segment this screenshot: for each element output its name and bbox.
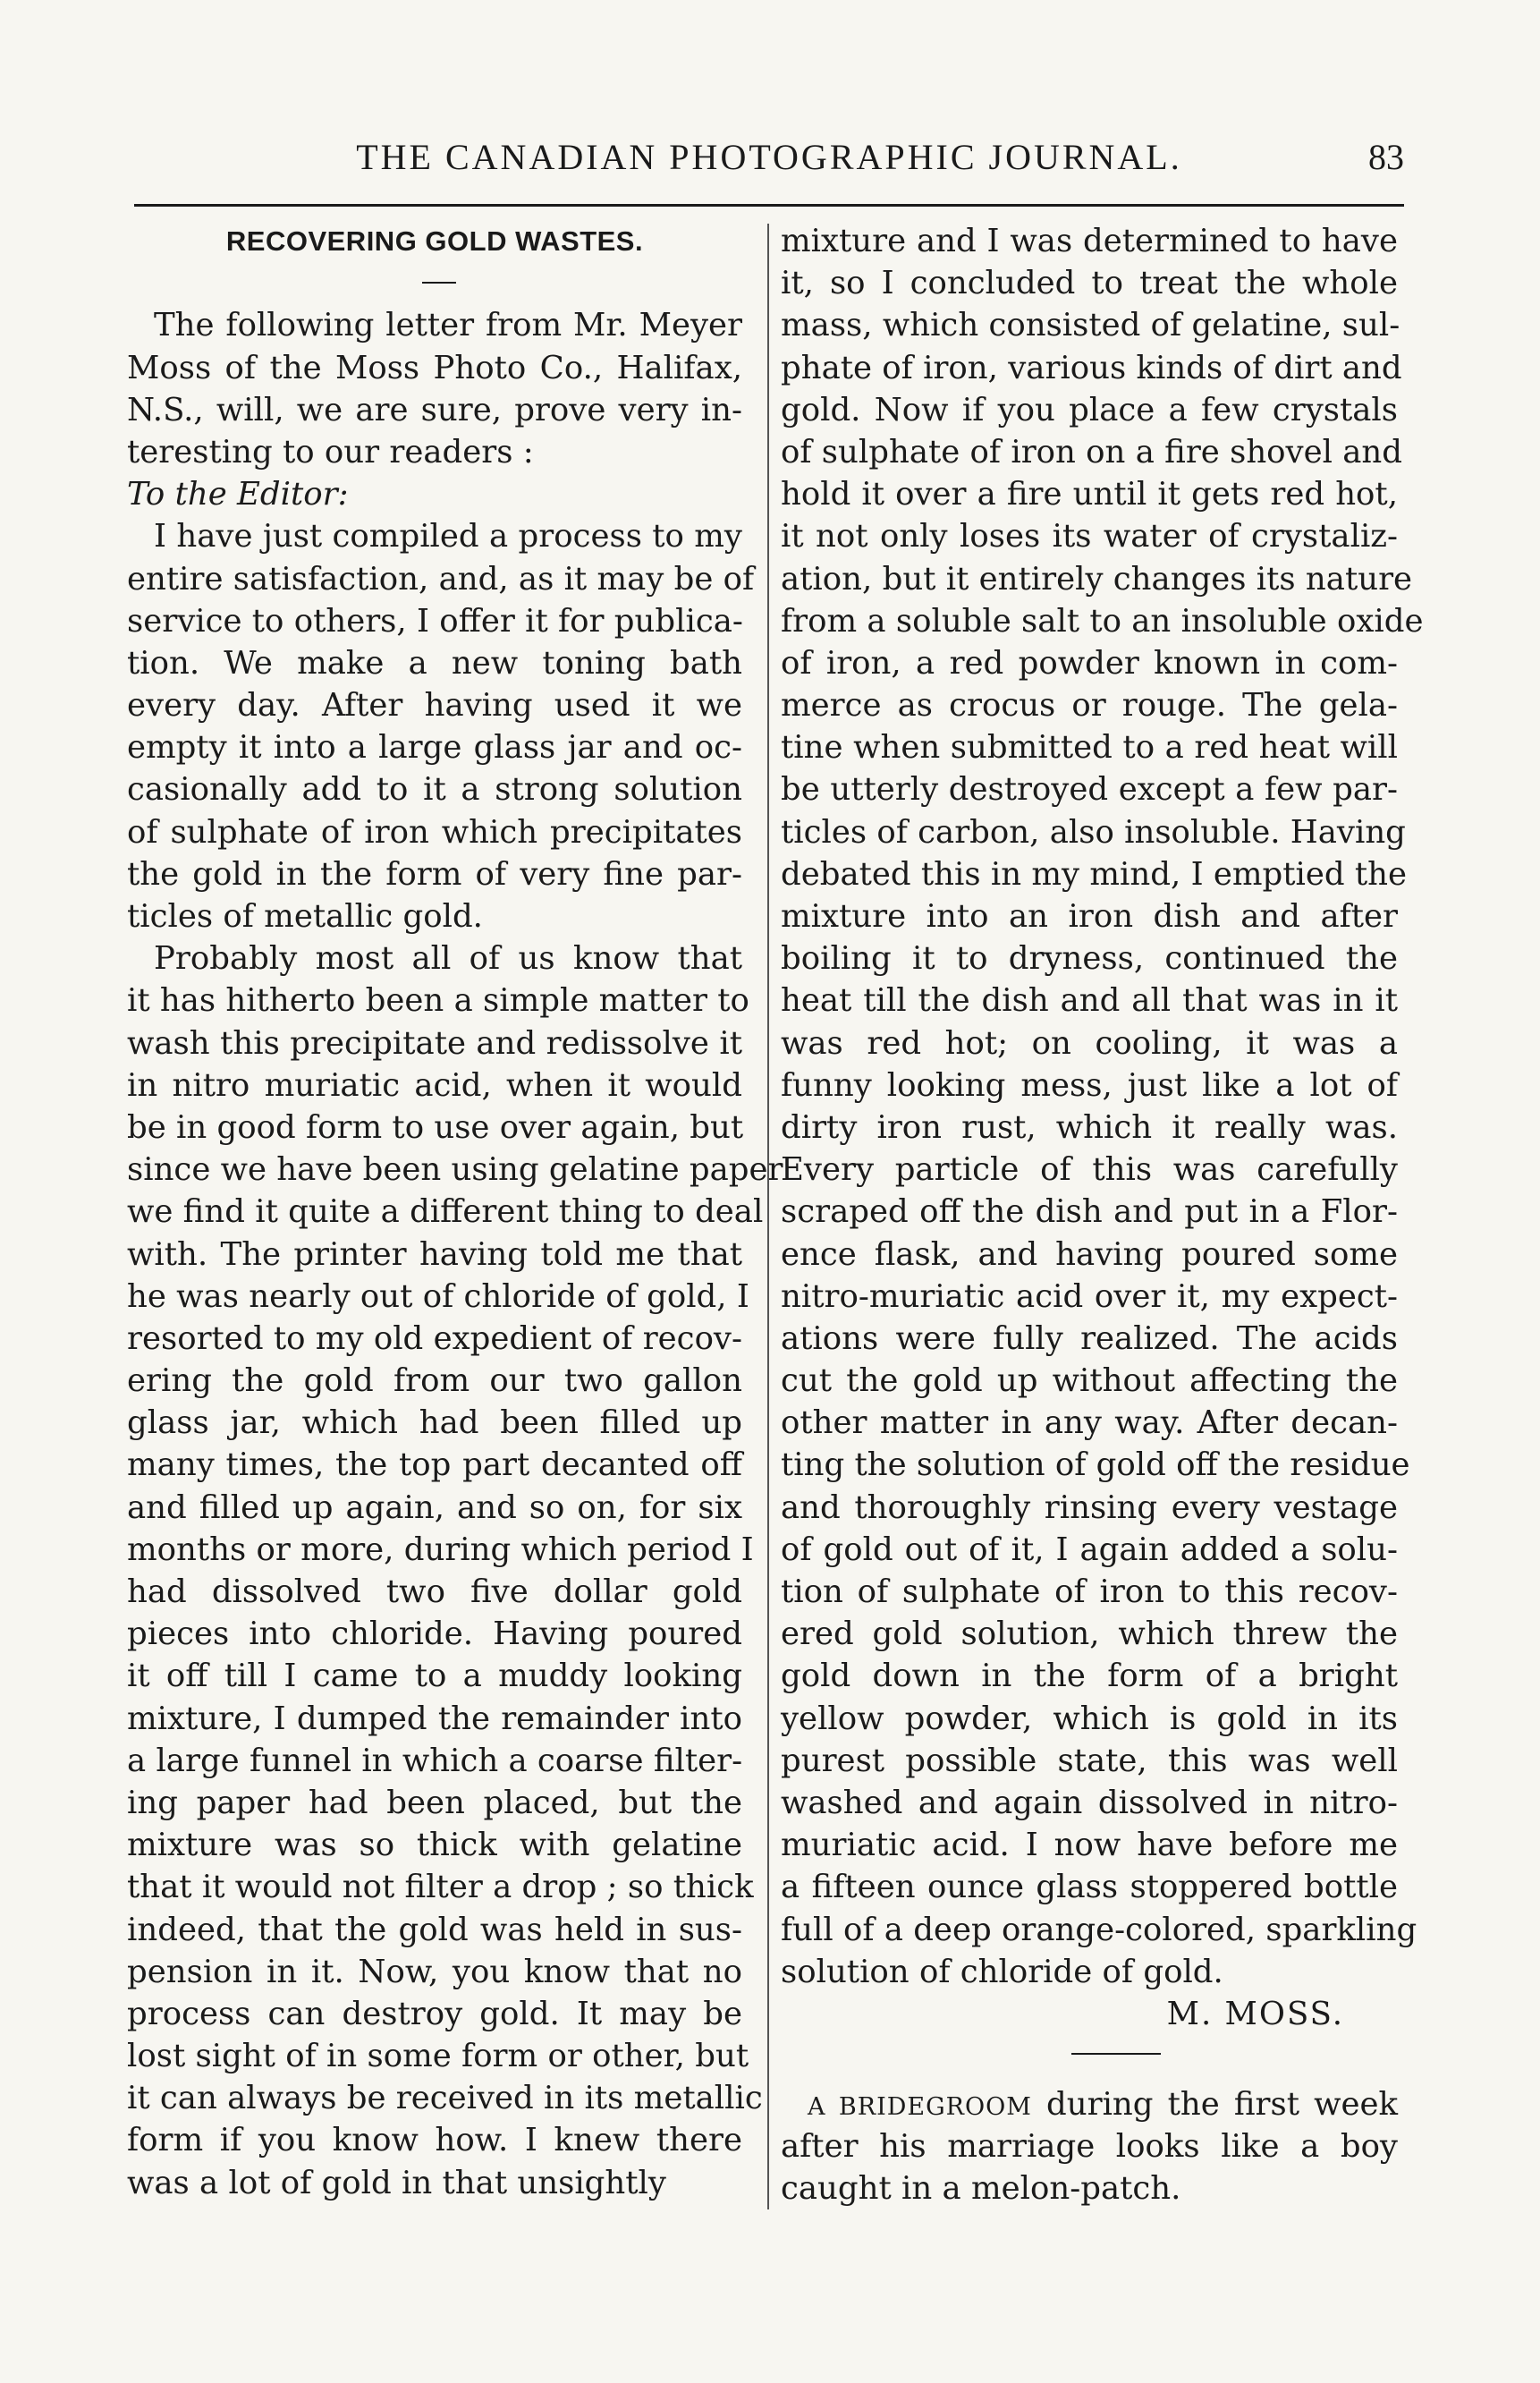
heading-dash [127,262,742,304]
text-line: after his marriage looks like a boy [781,2128,1398,2166]
text-line: washed and again dissolved in nitro- [781,1784,1398,1821]
text-line: a large funnel in which a coarse filter- [127,1742,743,1779]
text-line: many times, the top part decanted off [127,1446,742,1484]
text-line: ations were fully realized. The acids [781,1319,1398,1357]
text-line: mixture, I dumped the remainder into [127,1700,742,1737]
text-line: tion of sulphate of iron to this recov- [781,1573,1398,1610]
text-line: Every particle of this was carefully [781,1151,1398,1189]
text-line: gold. Now if you place a few crystals [781,391,1398,428]
text-line: scraped off the dish and put in a Flor- [781,1193,1398,1231]
text-line: a fifteen ounce glass stoppered bottle [781,1869,1398,1906]
text-line: pieces into chloride. Having poured [127,1616,742,1653]
text-line: Probably most all of us know that [154,940,742,978]
text-line: every day. After having used it we [127,687,742,725]
text-line: mixture and I was determined to have [781,223,1398,259]
text-line: mass, which consisted of gelatine, sul- [781,307,1400,344]
text-line: boiling it to dryness, continued the [781,940,1398,978]
text-line: I have just compiled a process to my [154,518,742,555]
text-line: full of a deep orange-colored, sparkling [781,1911,1417,1948]
text-line: dirty iron rust, which it really was. [781,1108,1398,1146]
text-line: since we have been using gelatine paper [127,1151,783,1189]
text-line: teresting to our readers : [127,433,534,471]
text-line: of sulphate of iron which precipitates [127,813,742,851]
text-line: process can destroy gold. It may be [127,1995,742,2032]
text-line: with. The printer having told me that [127,1235,742,1273]
text-line: casionally add to it a strong solution [127,771,742,809]
text-line: from a soluble salt to an insoluble oxide [781,602,1424,640]
text-line: the gold in the form of very fine par- [127,855,742,893]
filler-lead-word: A BRIDEGROOM [808,2093,1032,2122]
filler-text: during the first week [1031,2086,1398,2124]
text-line: pension in it. Now, you know that no [127,1953,742,1990]
text-line: be utterly destroyed except a few par- [781,771,1398,809]
text-line: ered gold solution, which threw the [781,1616,1398,1653]
page-header [134,132,1404,186]
right-column [781,220,1424,2210]
text-line: it, so I concluded to treat the whole [781,265,1398,302]
text-line: ation, but it entirely changes its nature [781,560,1413,598]
text-line: was red hot; on cooling, it was a [781,1024,1398,1062]
text-line: it not only loses its water of crystaliz- [781,518,1398,555]
text-line: N.S., will, we are sure, prove very in- [127,391,742,428]
text-line: mixture into an iron dish and after [781,898,1398,935]
text-line: glass jar, which had been filled up [127,1404,742,1442]
text-line: funny looking mess, just like a lot of [781,1066,1398,1104]
text-line: heat till the dish and all that was in it [781,982,1398,1020]
text-line: be in good form to use over again, but [127,1108,744,1146]
article-heading: RECOVERING GOLD WASTES. [225,225,644,257]
text-line: gold down in the form of a bright [781,1658,1398,1695]
text-line: months or more, during which period I [127,1531,754,1568]
text-line: Moss of the Moss Photo Co., Halifax, [127,349,742,386]
text-line: indeed, that the gold was held in sus- [127,1911,742,1948]
text-line: ering the gold from our two gallon [127,1362,742,1400]
text-line: ting the solution of gold off the residue [781,1446,1410,1484]
text-line: solution of chloride of gold. [781,1953,1223,1990]
text-line: phate of iron, various kinds of dirt and [781,349,1402,386]
text-line: mixture was so thick with gelatine [127,1827,742,1864]
text-line: merce as crocus or rouge. The gela- [781,687,1398,725]
text-line: muriatic acid. I now have before me [781,1827,1398,1864]
text-line: wash this precipitate and redissolve it [127,1024,742,1062]
text-line: yellow powder, which is gold in its [781,1700,1398,1737]
text-line: entire satisfaction, and, as it may be of [127,560,755,598]
text-line: cut the gold up without affecting the [781,1362,1398,1400]
text-line: he was nearly out of chloride of gold, I [127,1277,749,1315]
signature: M. MOSS. [1166,1995,1344,2032]
text-line: tion. We make a new toning bath [127,644,742,682]
text-line: of gold out of it, I again added a solu- [781,1531,1398,1568]
text-line: ing paper had been placed, but the [127,1784,742,1821]
text-line: tine when submitted to a red heat will [781,729,1398,767]
section-rule [781,2035,1398,2071]
text-line: had dissolved two five dollar gold [127,1573,742,1610]
text-line: caught in a melon-patch. [781,2170,1181,2208]
text-line: it has hitherto been a simple matter to [127,982,749,1020]
spacer [781,2071,1398,2083]
text-line: we find it quite a different thing to deal [127,1193,764,1231]
text-line: empty it into a large glass jar and oc- [127,729,742,767]
header-rule [134,204,1404,207]
text-line: other matter in any way. After decan- [781,1404,1398,1442]
text-line: hold it over a fire until it gets red hot, [781,476,1398,513]
text-line: lost sight of in some form or other, but [127,2038,749,2075]
text-line: ticles of metallic gold. [127,898,483,935]
text-line: in nitro muriatic acid, when it would [127,1066,742,1104]
text-line: was a lot of gold in that unsightly [127,2164,666,2201]
text-line: service to others, I offer it for publica- [127,602,743,640]
text-line: debated this in my mind, I emptied the [781,855,1408,893]
left-column [127,220,783,2204]
text-line: it can always be received in its metallic [127,2080,763,2117]
column-divider [767,224,769,2209]
text-line: it off till I came to a muddy looking [127,1658,742,1695]
filler-line [781,2083,1398,2125]
text-line: The following letter from Mr. Meyer [154,307,742,344]
page-number: 83 [1368,137,1404,177]
text-line: and thoroughly rinsing every vestage [781,1488,1398,1526]
text-line: resorted to my old expedient of recov- [127,1319,742,1357]
text-line: of iron, a red powder known in com- [781,644,1398,682]
journal-title: THE CANADIAN PHOTOGRAPHIC JOURNAL. [356,137,1182,177]
text-line: and filled up again, and so on, for six [127,1488,742,1526]
text-line: ence flask, and having poured some [781,1235,1398,1273]
text-line: form if you know how. I knew there [127,2122,742,2159]
text-line: purest possible state, this was well [781,1742,1398,1779]
text-line: of sulphate of iron on a fire shovel and [781,433,1403,471]
salutation: To the Editor: [127,476,349,513]
text-line: nitro-muriatic acid over it, my expect- [781,1277,1398,1315]
text-line: ticles of carbon, also insoluble. Having [781,813,1406,851]
text-line: that it would not filter a drop ; so thick [127,1869,754,1906]
